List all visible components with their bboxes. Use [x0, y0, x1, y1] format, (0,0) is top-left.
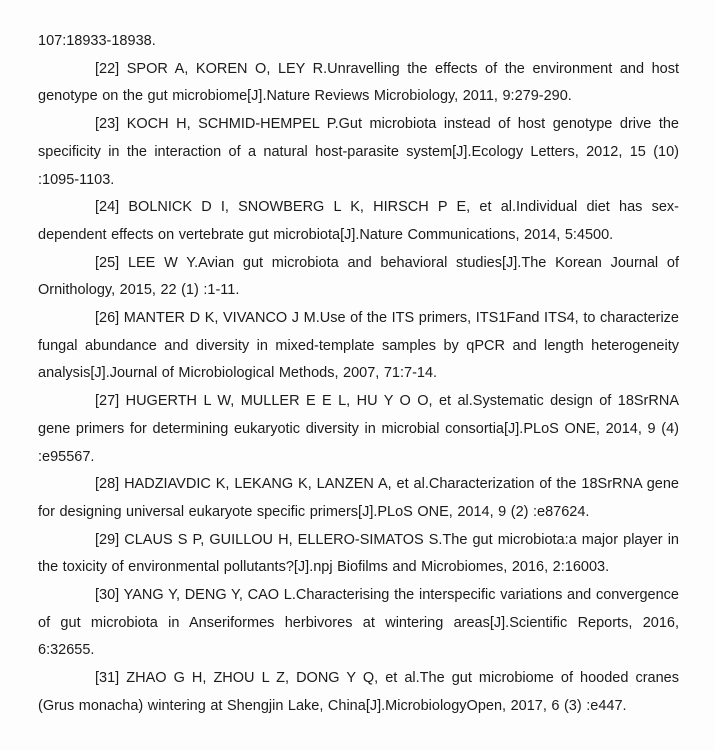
reference-entry-24: [24] BOLNICK D I, SNOWBERG L K, HIRSCH P E, et al.Individual diet has sex-dependent effects on vertebrate gut microbiota[J].Nature Communications, 2014, 5:4500.	[38, 199, 679, 243]
reference-continuation-line: 107:18933-18938.	[38, 33, 156, 49]
reference-entry-27: [27] HUGERTH L W, MULLER E E L, HU Y O O, et al.Systematic design of 18SrRNA gene primers for determining eukaryotic diversity in microbial consortia[J].PLoS ONE, 2014, 9 (4) :e95567.	[38, 393, 679, 465]
reference-entry-23: [23] KOCH H, SCHMID-HEMPEL P.Gut microbiota instead of host genotype drive the specificity in the interaction of a natural host-parasite system[J].Ecology Letters, 2012, 15 (10) :1095-1103.	[38, 116, 679, 188]
reference-entry-28: [28] HADZIAVDIC K, LEKANG K, LANZEN A, et al.Characterization of the 18SrRNA gene for designing universal eukaryote specific primers[J].PLoS ONE, 2014, 9 (2) :e87624.	[38, 476, 679, 520]
reference-entry-22: [22] SPOR A, KOREN O, LEY R.Unravelling the effects of the environment and host genotype on the gut microbiome[J].Nature Reviews Microbiology, 2011, 9:279-290.	[38, 60, 679, 105]
reference-entry-25: [25] LEE W Y.Avian gut microbiota and behavioral studies[J].The Korean Journal of Ornithology, 2015, 22 (1) :1-11.	[38, 254, 679, 299]
reference-entry-26: [26] MANTER D K, VIVANCO J M.Use of the ITS primers, ITS1Fand ITS4, to characterize fungal abundance and diversity in mixed-template samples by qPCR and length heterogeneity analysis[J].Journal of Microbiological Methods, 2007, 71:7-14.	[38, 310, 679, 382]
reference-entry-29: [29] CLAUS S P, GUILLOU H, ELLERO-SIMATOS S.The gut microbiota:a major player in the toxicity of environmental pollutants?[J].npj Biofilms and Microbiomes, 2016, 2:16003.	[38, 531, 679, 576]
reference-entry-31: [31] ZHAO G H, ZHOU L Z, DONG Y Q, et al.The gut microbiome of hooded cranes (Grus monacha) wintering at Shengjin Lake, China[J].MicrobiologyOpen, 2017, 6 (3) :e447.	[38, 670, 679, 714]
reference-entry-30: [30] YANG Y, DENG Y, CAO L.Characterising the interspecific variations and convergence of gut microbiota in Anseriformes herbivores at wintering areas[J].Scientific Reports, 2016, 6:32655.	[38, 587, 679, 659]
